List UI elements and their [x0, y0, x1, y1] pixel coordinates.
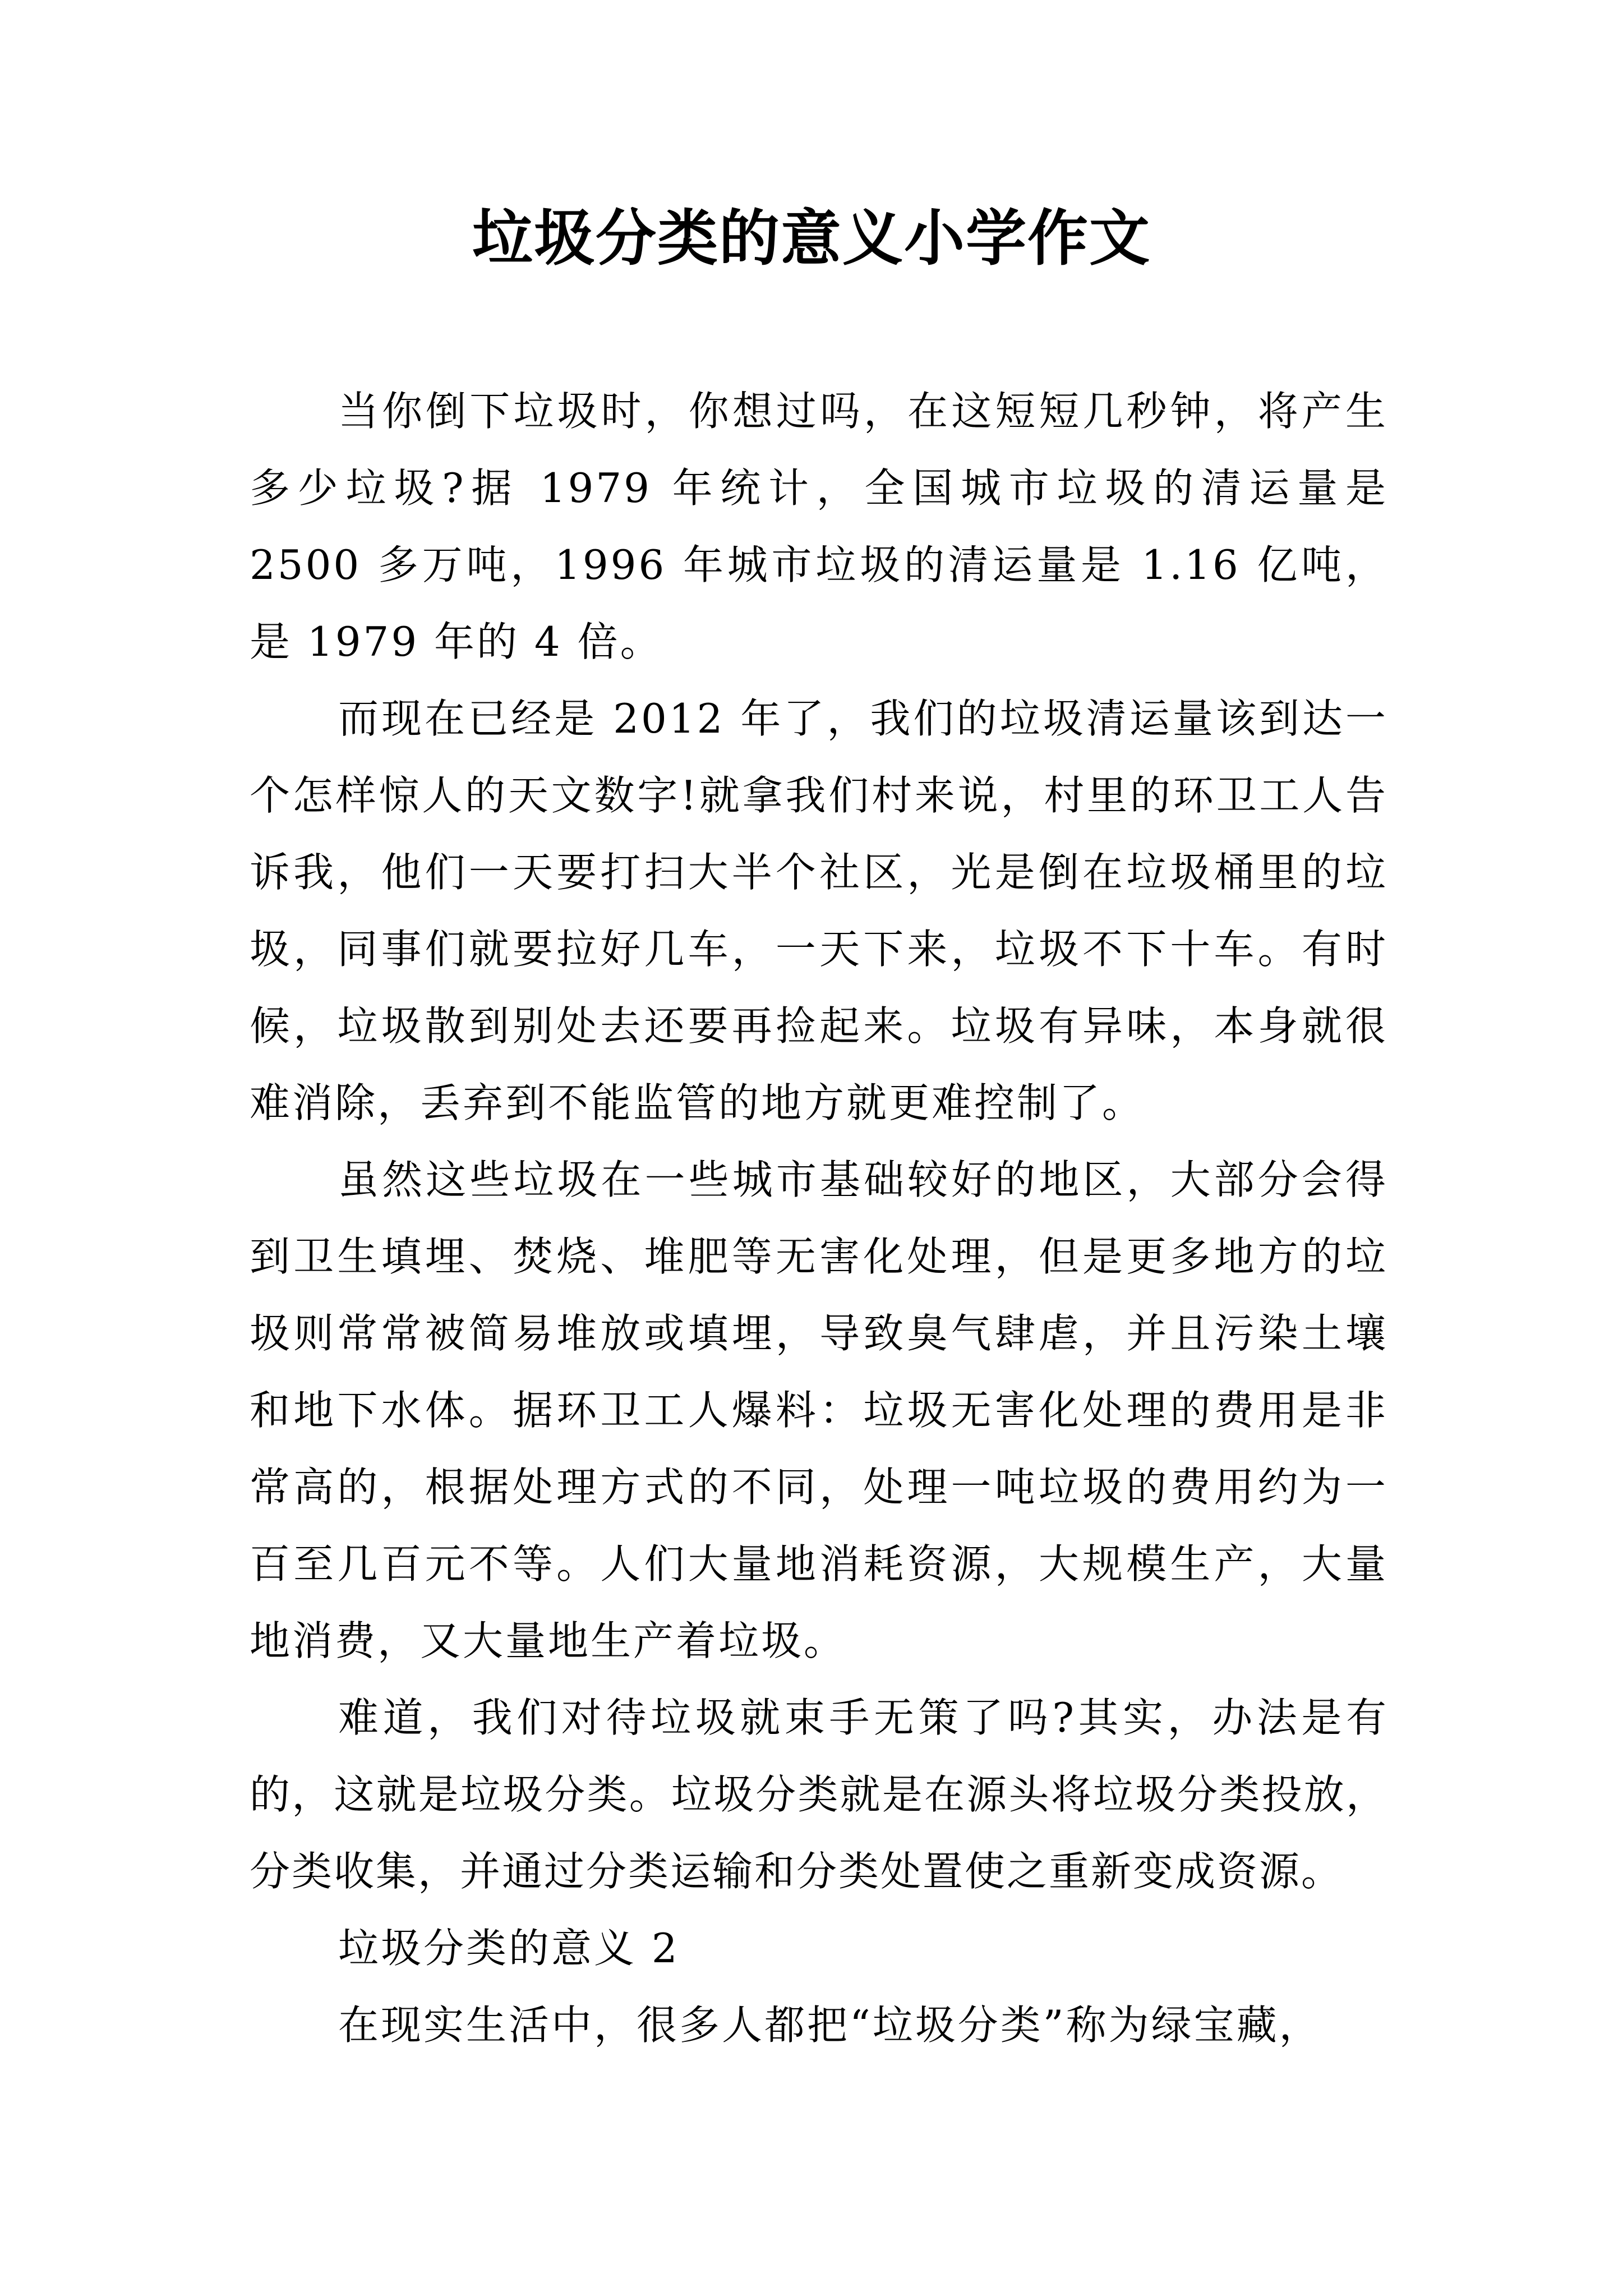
paragraph: 难道，我们对待垃圾就束手无策了吗?其实，办法是有的，这就是垃圾分类。垃圾分类就是在源头将垃圾分类投放，分类收集，并通过分类运输和分类处置使之重新变成资源。	[250, 1694, 1388, 1895]
section-heading: 垃圾分类的意义 2	[338, 1925, 680, 1972]
paragraph: 虽然这些垃圾在一些城市基础较好的地区，大部分会得到卫生填埋、焚烧、堆肥等无害化处理，但是更多地方的垃圾则常常被简易堆放或填埋，导致臭气肆虐，并且污染土壤和地下水体。据环卫工人爆料：垃圾无害化处理的费用是非常高的，根据处理方式的不同，处理一吨垃圾的费用约为一百至几百元不等。人们大量地消耗资源，大规模生产，大量地消费，又大量地生产着垃圾。	[250, 1156, 1388, 1664]
body-text	[250, 373, 1388, 2064]
paragraph: 而现在已经是 2012 年了，我们的垃圾清运量该到达一个怎样惊人的天文数字!就拿我们村来说，村里的环卫工人告诉我，他们一天要打扫大半个社区，光是倒在垃圾桶里的垃圾，同事们就要拉好几车，一天下来，垃圾不下十车。有时候，垃圾散到别处去还要再捡起来。垃圾有异味，本身就很难消除，丢弃到不能监管的地方就更难控制了。	[250, 695, 1388, 1126]
page-title: 垃圾分类的意义小学作文	[472, 203, 1151, 274]
paragraph: 在现实生活中，很多人都把“垃圾分类”称为绿宝藏，	[338, 2001, 1322, 2049]
paragraph: 当你倒下垃圾时，你想过吗，在这短短几秒钟，将产生多少垃圾?据 1979 年统计，全国城市垃圾的清运量是 2500 多万吨，1996 年城市垃圾的清运量是 1.16 亿吨，是 1979 年的 4 倍。	[250, 388, 1388, 665]
